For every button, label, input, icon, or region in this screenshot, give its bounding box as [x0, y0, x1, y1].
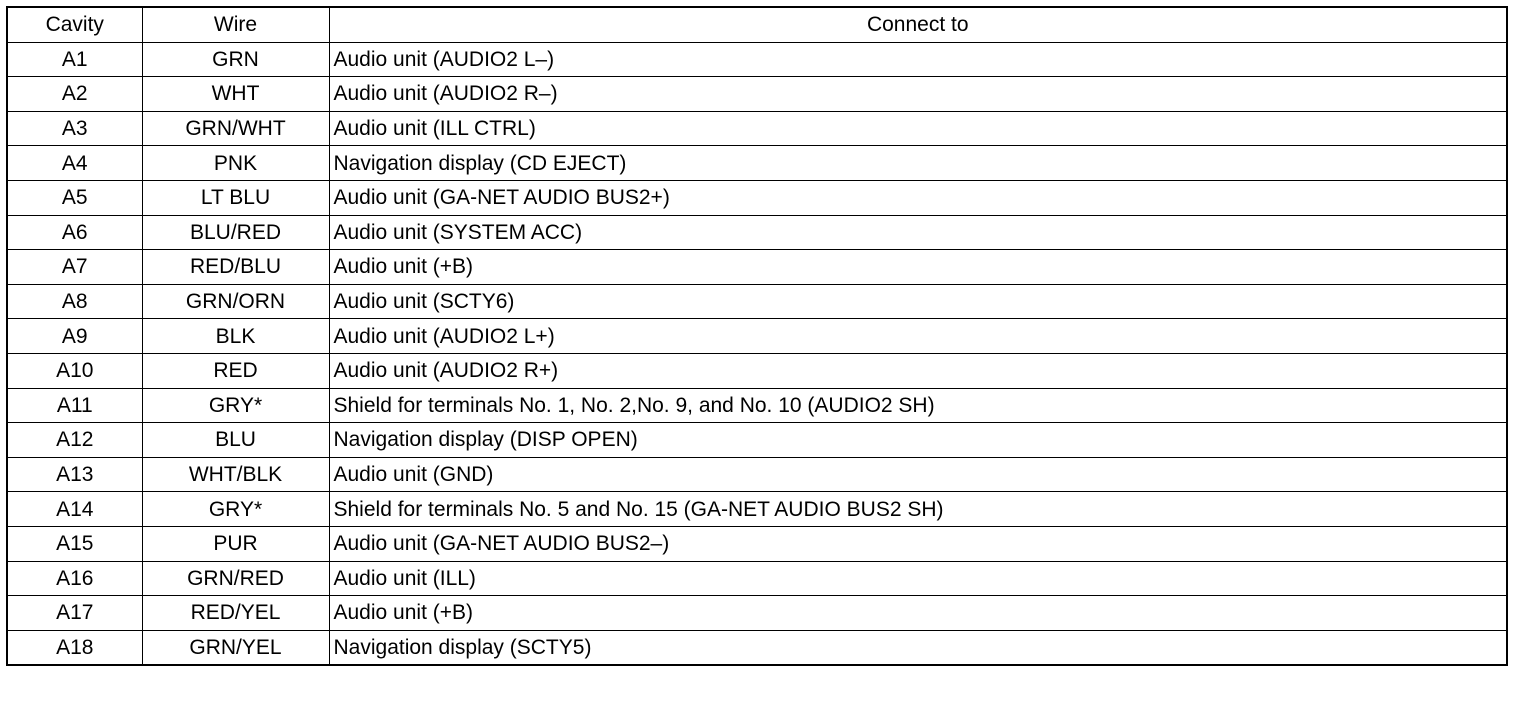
table-row — [7, 180, 1507, 215]
connect-to-cell: Audio unit (AUDIO2 L+) — [329, 319, 1507, 354]
table-row — [7, 423, 1507, 458]
wire-color-cell: RED — [142, 353, 329, 388]
cavity-cell: A17 — [7, 596, 142, 631]
cavity-cell: A3 — [7, 111, 142, 146]
table-row — [7, 42, 1507, 77]
wire-color-cell: BLU — [142, 423, 329, 458]
wire-color-cell: PNK — [142, 146, 329, 181]
table-header-row — [7, 7, 1507, 42]
connect-to-cell: Audio unit (AUDIO2 R–) — [329, 77, 1507, 112]
wire-color-cell: GRN — [142, 42, 329, 77]
wire-color-cell: GRY* — [142, 388, 329, 423]
table-row — [7, 353, 1507, 388]
connect-to-cell: Audio unit (SCTY6) — [329, 284, 1507, 319]
table-row — [7, 596, 1507, 631]
connect-to-cell: Shield for terminals No. 1, No. 2,No. 9, and No. 10 (AUDIO2 SH) — [329, 388, 1507, 423]
connect-to-cell: Audio unit (+B) — [329, 250, 1507, 285]
cavity-cell: A14 — [7, 492, 142, 527]
connect-to-cell: Audio unit (AUDIO2 R+) — [329, 353, 1507, 388]
table-row — [7, 630, 1507, 665]
wire-color-cell: GRN/YEL — [142, 630, 329, 665]
header-wire: Wire — [142, 7, 329, 42]
table-row — [7, 526, 1507, 561]
connect-to-cell: Shield for terminals No. 5 and No. 15 (GA-NET AUDIO BUS2 SH) — [329, 492, 1507, 527]
connect-to-cell: Navigation display (DISP OPEN) — [329, 423, 1507, 458]
cavity-cell: A15 — [7, 526, 142, 561]
wire-color-cell: WHT — [142, 77, 329, 112]
connect-to-cell: Audio unit (ILL CTRL) — [329, 111, 1507, 146]
connect-to-cell: Audio unit (SYSTEM ACC) — [329, 215, 1507, 250]
cavity-cell: A9 — [7, 319, 142, 354]
cavity-cell: A16 — [7, 561, 142, 596]
wire-color-cell: GRY* — [142, 492, 329, 527]
wire-color-cell: RED/BLU — [142, 250, 329, 285]
connect-to-cell: Audio unit (+B) — [329, 596, 1507, 631]
table-row — [7, 146, 1507, 181]
cavity-cell: A13 — [7, 457, 142, 492]
cavity-cell: A7 — [7, 250, 142, 285]
cavity-cell: A6 — [7, 215, 142, 250]
connect-to-cell: Audio unit (GND) — [329, 457, 1507, 492]
table-row — [7, 77, 1507, 112]
wire-color-cell: GRN/ORN — [142, 284, 329, 319]
wire-color-cell: GRN/WHT — [142, 111, 329, 146]
connect-to-cell: Navigation display (SCTY5) — [329, 630, 1507, 665]
cavity-cell: A1 — [7, 42, 142, 77]
cavity-cell: A18 — [7, 630, 142, 665]
connect-to-cell: Audio unit (AUDIO2 L–) — [329, 42, 1507, 77]
cavity-cell: A11 — [7, 388, 142, 423]
cavity-cell: A2 — [7, 77, 142, 112]
connector-pinout-table — [6, 6, 1508, 666]
table-row — [7, 215, 1507, 250]
cavity-cell: A5 — [7, 180, 142, 215]
connect-to-cell: Audio unit (ILL) — [329, 561, 1507, 596]
cavity-cell: A8 — [7, 284, 142, 319]
wire-color-cell: LT BLU — [142, 180, 329, 215]
table-body — [7, 42, 1507, 665]
table-row — [7, 284, 1507, 319]
wire-color-cell: BLK — [142, 319, 329, 354]
wire-color-cell: WHT/BLK — [142, 457, 329, 492]
connect-to-cell: Audio unit (GA-NET AUDIO BUS2–) — [329, 526, 1507, 561]
header-connect-to: Connect to — [329, 7, 1507, 42]
table-row — [7, 457, 1507, 492]
wire-color-cell: GRN/RED — [142, 561, 329, 596]
cavity-cell: A4 — [7, 146, 142, 181]
table-row — [7, 492, 1507, 527]
wire-color-cell: BLU/RED — [142, 215, 329, 250]
connect-to-cell: Navigation display (CD EJECT) — [329, 146, 1507, 181]
header-cavity: Cavity — [7, 7, 142, 42]
connect-to-cell: Audio unit (GA-NET AUDIO BUS2+) — [329, 180, 1507, 215]
table-row — [7, 388, 1507, 423]
cavity-cell: A10 — [7, 353, 142, 388]
wire-color-cell: RED/YEL — [142, 596, 329, 631]
wire-color-cell: PUR — [142, 526, 329, 561]
table-row — [7, 250, 1507, 285]
table-row — [7, 561, 1507, 596]
table-row — [7, 319, 1507, 354]
table-row — [7, 111, 1507, 146]
cavity-cell: A12 — [7, 423, 142, 458]
